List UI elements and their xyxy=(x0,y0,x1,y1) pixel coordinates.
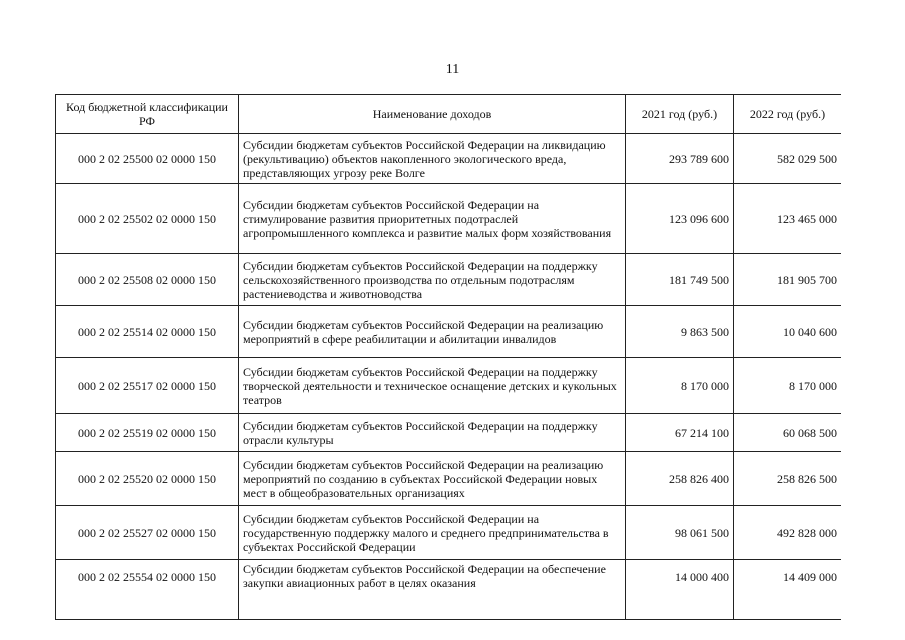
row-amount-2021: 123 096 600 xyxy=(626,184,734,254)
table-row xyxy=(56,254,842,306)
row-amount-2021: 98 061 500 xyxy=(626,506,734,560)
row-name: Субсидии бюджетам субъектов Российской Федерации на поддержку творческой деятельности и техническое оснащение детских и кукольных театров xyxy=(239,358,626,414)
table-row xyxy=(56,184,842,254)
row-code: 000 2 02 25500 02 0000 150 xyxy=(56,134,239,184)
table-header xyxy=(56,95,842,134)
row-code: 000 2 02 25554 02 0000 150 xyxy=(56,560,239,620)
row-amount-2021: 181 749 500 xyxy=(626,254,734,306)
row-name: Субсидии бюджетам субъектов Российской Федерации на ликвидацию (рекультивацию) объектов накопленного экологического вреда, представляющих угрозу реке Волге xyxy=(239,134,626,184)
table-row xyxy=(56,414,842,452)
table-row xyxy=(56,134,842,184)
row-amount-2022: 8 170 000 xyxy=(734,358,842,414)
row-amount-2021: 258 826 400 xyxy=(626,452,734,506)
row-amount-2022: 181 905 700 xyxy=(734,254,842,306)
row-name: Субсидии бюджетам субъектов Российской Федерации на государственную поддержку малого и среднего предпринимательства в субъектах Российской Федерации xyxy=(239,506,626,560)
row-amount-2022: 123 465 000 xyxy=(734,184,842,254)
header-2022: 2022 год (руб.) xyxy=(734,95,842,134)
row-code: 000 2 02 25519 02 0000 150 xyxy=(56,414,239,452)
table-row xyxy=(56,452,842,506)
table-row xyxy=(56,306,842,358)
row-amount-2022: 258 826 500 xyxy=(734,452,842,506)
row-code: 000 2 02 25502 02 0000 150 xyxy=(56,184,239,254)
row-amount-2021: 67 214 100 xyxy=(626,414,734,452)
row-name: Субсидии бюджетам субъектов Российской Федерации на поддержку отрасли культуры xyxy=(239,414,626,452)
row-amount-2022: 14 409 000 xyxy=(734,560,842,620)
row-name: Субсидии бюджетам субъектов Российской Федерации на обеспечение закупки авиационных работ в целях оказания xyxy=(239,560,626,620)
header-code: Код бюджетной классификации РФ xyxy=(56,95,239,134)
row-amount-2022: 492 828 000 xyxy=(734,506,842,560)
row-amount-2022: 10 040 600 xyxy=(734,306,842,358)
row-code: 000 2 02 25527 02 0000 150 xyxy=(56,506,239,560)
row-name: Субсидии бюджетам субъектов Российской Федерации на реализацию мероприятий по созданию в субъектах Российской Федерации новых мест в общеобразовательных организациях xyxy=(239,452,626,506)
row-name: Субсидии бюджетам субъектов Российской Федерации на реализацию мероприятий в сфере реабилитации и абилитации инвалидов xyxy=(239,306,626,358)
row-amount-2021: 14 000 400 xyxy=(626,560,734,620)
header-row xyxy=(56,95,842,134)
row-amount-2022: 582 029 500 xyxy=(734,134,842,184)
row-amount-2022: 60 068 500 xyxy=(734,414,842,452)
budget-revenue-table xyxy=(55,94,841,620)
row-code: 000 2 02 25517 02 0000 150 xyxy=(56,358,239,414)
row-name: Субсидии бюджетам субъектов Российской Федерации на стимулирование развития приоритетных подотраслей агропромышленного комплекса и развитие малых форм хозяйствования xyxy=(239,184,626,254)
header-2021: 2021 год (руб.) xyxy=(626,95,734,134)
row-code: 000 2 02 25514 02 0000 150 xyxy=(56,306,239,358)
row-name: Субсидии бюджетам субъектов Российской Федерации на поддержку сельскохозяйственного производства по отдельным подотраслям растениеводства и животноводства xyxy=(239,254,626,306)
row-amount-2021: 293 789 600 xyxy=(626,134,734,184)
table-body xyxy=(56,134,842,620)
row-amount-2021: 8 170 000 xyxy=(626,358,734,414)
table-row xyxy=(56,358,842,414)
table-row xyxy=(56,506,842,560)
header-name: Наименование доходов xyxy=(239,95,626,134)
row-code: 000 2 02 25508 02 0000 150 xyxy=(56,254,239,306)
row-amount-2021: 9 863 500 xyxy=(626,306,734,358)
page-number: 11 xyxy=(445,62,460,77)
table-container xyxy=(55,94,841,640)
table-row xyxy=(56,560,842,620)
row-code: 000 2 02 25520 02 0000 150 xyxy=(56,452,239,506)
